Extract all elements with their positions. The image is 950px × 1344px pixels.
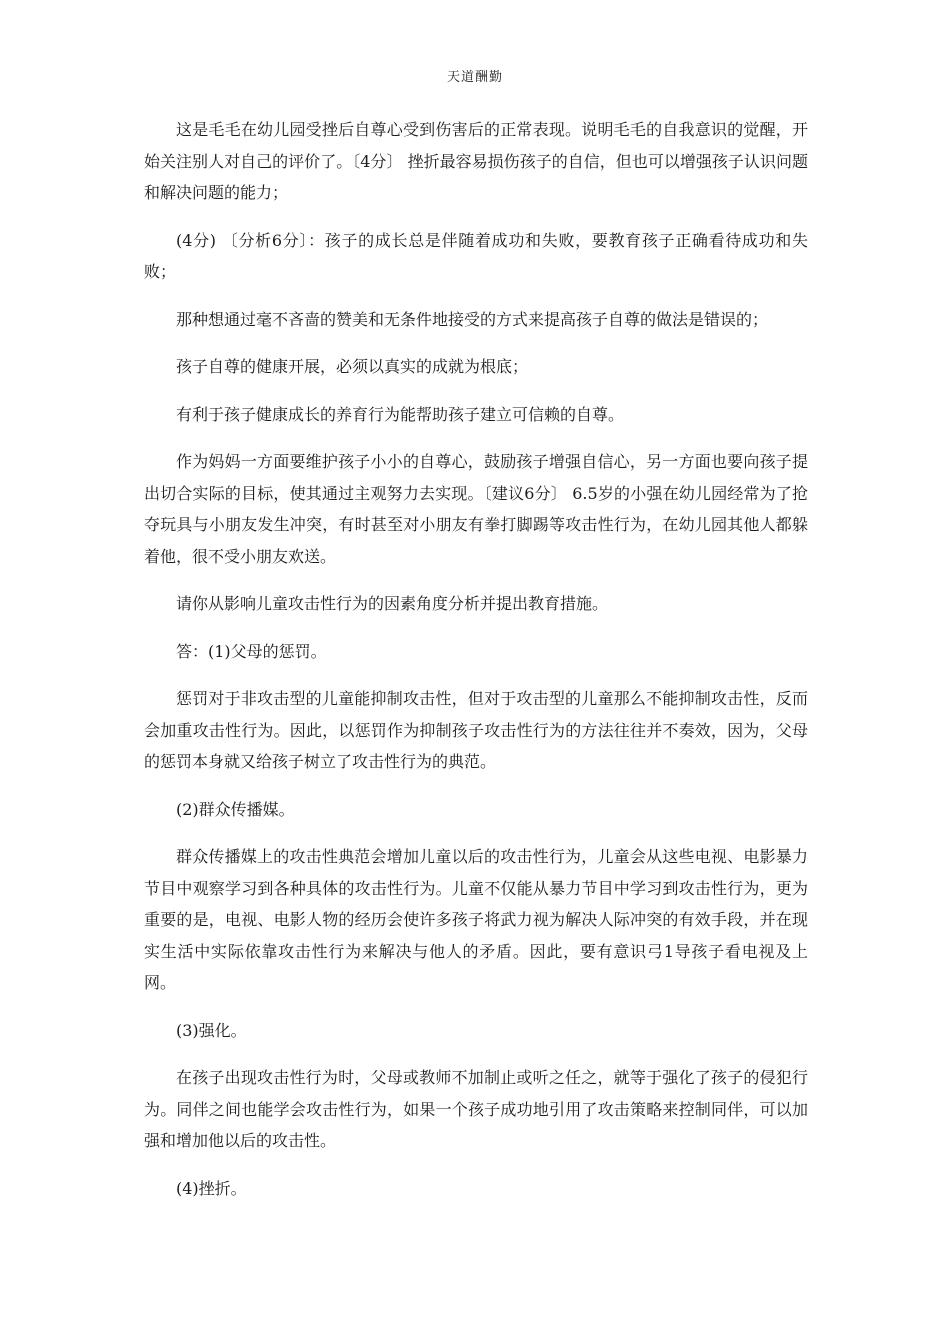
paragraph: 孩子自尊的健康开展，必须以真实的成就为根底； [176,357,529,376]
paragraph: (4)挫折。 [176,1178,247,1198]
paragraph: (4分) 〔分析6分〕：孩子的成长总是伴随着成功和失败，要教育孩子正确看待成功和失败； [144,230,808,281]
body-text [144,114,808,1220]
paragraph: 作为妈妈一方面要维护孩子小小的自尊心，鼓励孩子增强自信心，另一方面也要向孩子提出切合实际的目标，使其通过主观努力去实现。〔建议6分〕 6.5岁的小强在幼儿园经常为了抢夺玩具与小朋友发生冲突，有时甚至对小朋友有拳打脚踢等攻击性行为，在幼儿园其他人都躲着他，很不受小朋友欢送。 [144,452,808,566]
paragraph: 这是毛毛在幼儿园受挫后自尊心受到伤害后的正常表现。说明毛毛的自我意识的觉醒，开始关注别人对自己的评价了。〔4分〕 挫折最容易损伤孩子的自信，但也可以增强孩子认识问题和解决问题的能力； [144,120,808,202]
paragraph: 答：(1)父母的惩罚。 [176,641,327,661]
paragraph: (3)强化。 [176,1020,247,1040]
page-header: 天道酬勤 [446,70,503,85]
paragraph: 群众传播媒上的攻击性典范会增加儿童以后的攻击性行为，儿童会从这些电视、电影暴力节目中观察学习到各种具体的攻击性行为。儿童不仅能从暴力节目中学习到攻击性行为，更为重要的是，电视、电影人物的经历会使许多孩子将武力视为解决人际冲突的有效手段，并在现实生活中实际依靠攻击性行为来解决与他人的矛盾。因此，要有意识弓1导孩子看电视及上网。 [144,847,808,992]
paragraph: 那种想通过毫不吝啬的赞美和无条件地接受的方式来提高孩子自尊的做法是错误的； [176,309,769,329]
paragraph: 有利于孩子健康成长的养育行为能帮助孩子建立可信赖的自尊。 [176,404,625,424]
paragraph: 请你从影响儿童攻击性行为的因素角度分析并提出教育措施。 [176,594,609,613]
paragraph: 在孩子出现攻击性行为时，父母或教师不加制止或听之任之，就等于强化了孩子的侵犯行为。同伴之间也能学会攻击性行为，如果一个孩子成功地引用了攻击策略来控制同伴，可以加强和增加他以后的攻击性。 [144,1068,808,1150]
paragraph: (2)群众传播媒。 [176,799,295,819]
paragraph: 惩罚对于非攻击型的儿童能抑制攻击性，但对于攻击型的儿童那么不能抑制攻击性，反而会加重攻击性行为。因此，以惩罚作为抑制孩子攻击性行为的方法往往并不奏效，因为，父母的惩罚本身就又给孩子树立了攻击性行为的典范。 [144,689,808,771]
